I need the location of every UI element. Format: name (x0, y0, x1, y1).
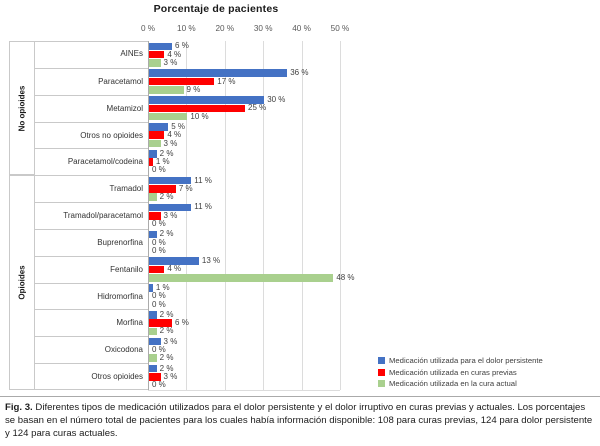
category-label: Morfina (35, 309, 148, 336)
legend-label: Medicación utilizada en curas previas (389, 367, 517, 377)
legend-label: Medicación utilizada para el dolor persistente (389, 356, 543, 366)
value-label: 0 % (152, 291, 166, 301)
category-label: Tramadol (35, 175, 148, 202)
group-label: No opioides (9, 41, 35, 175)
x-axis-line (148, 390, 340, 391)
x-tick: 20 % (215, 24, 235, 33)
bar-group (148, 283, 348, 310)
value-label: 3 % (163, 371, 178, 381)
value-label: 9 % (186, 84, 201, 94)
figure-caption (0, 396, 600, 441)
category-label: AINEs (120, 49, 143, 58)
bar-group (148, 122, 348, 149)
chart-title: Porcentaje de pacientes (153, 3, 279, 15)
bar-group (148, 148, 348, 175)
value-label: 17 % (217, 76, 236, 86)
category-axis (9, 41, 148, 390)
bar (149, 131, 164, 139)
value-label: 3 % (163, 336, 178, 346)
bar (149, 59, 161, 67)
value-label: 4 % (167, 49, 182, 59)
value-label: 3 % (163, 57, 178, 67)
value-label: 6 % (175, 318, 189, 328)
bar (149, 365, 157, 373)
value-label: 2 % (159, 229, 174, 239)
x-tick: 40 % (292, 24, 311, 33)
value-label: 1 % (155, 157, 170, 167)
x-tick: 50 % (330, 24, 350, 33)
value-label: 13 % (201, 256, 221, 266)
category-label: Paracetamol (35, 68, 148, 95)
category-label: Hidromorfina (35, 283, 148, 310)
value-label: 4 % (167, 130, 182, 140)
value-label: 2 % (159, 148, 174, 158)
bar (149, 193, 157, 201)
group-label: Opioides (9, 175, 35, 390)
bar (149, 96, 264, 104)
legend-item (378, 367, 543, 379)
bar (149, 354, 157, 362)
value-label: 0 % (152, 380, 166, 390)
value-label: 5 % (171, 121, 185, 131)
value-label: 0 % (152, 237, 166, 247)
bar-group (148, 68, 348, 95)
value-label: 10 % (190, 111, 209, 121)
bar-group (148, 309, 348, 336)
value-label: 0 % (152, 299, 166, 309)
bar (149, 123, 168, 131)
bar (149, 274, 333, 282)
bar-group (148, 202, 348, 229)
value-label: 0 % (152, 245, 166, 255)
bar-group (148, 95, 348, 122)
value-label: 0 % (152, 165, 166, 175)
x-tick: 30 % (253, 24, 273, 33)
bar-group (148, 229, 348, 256)
category-label: Otros opioides (35, 363, 148, 390)
bar (149, 113, 187, 121)
value-label: 6 % (175, 41, 189, 51)
category-label: Oxicodona (35, 336, 148, 363)
value-label: 2 % (159, 309, 174, 319)
legend-label: Medicación utilizada en la cura actual (389, 379, 517, 389)
value-label: 2 % (159, 363, 174, 373)
bar-group (148, 41, 348, 68)
bar-group (148, 175, 348, 202)
bar-group (148, 256, 355, 283)
legend-item (378, 378, 543, 390)
category-label: Paracetamol/codeina (35, 148, 148, 175)
value-label: 2 % (159, 192, 174, 202)
value-label: 7 % (178, 183, 193, 193)
value-label: 11 % (194, 175, 212, 185)
bar (149, 231, 157, 239)
category-label: Tramadol/paracetamol (35, 202, 148, 229)
legend-swatch-persistente (378, 357, 385, 364)
category-label: Metamizol (35, 95, 148, 122)
bar (149, 51, 164, 59)
category-label: Otros no opioides (35, 122, 148, 149)
bar (149, 69, 287, 77)
value-label: 30 % (267, 95, 286, 105)
category-label: Buprenorfina (35, 229, 148, 256)
bar (149, 266, 164, 274)
bar-group (148, 336, 348, 363)
bar (149, 311, 157, 319)
legend-swatch-cura-actual (378, 380, 385, 387)
caption-text: Diferentes tipos de medicación utilizados para el dolor persistente y el dolor irruptivo en curas previas y actuales. Los porcentajes se basan en el número total de pacientes para los cuales había información disponible: 108 para curas previas, 124 para dolor persistente y 124 para curas actuales. (5, 402, 593, 440)
category-label: Fentanilo (35, 256, 148, 283)
legend-swatch-curas-previas (378, 369, 385, 376)
bar (149, 78, 214, 86)
value-label: 48 % (336, 272, 355, 282)
value-label: 0 % (152, 344, 166, 354)
x-tick: 0 % (140, 24, 156, 33)
plot-area (148, 41, 355, 390)
value-label: 3 % (163, 210, 178, 220)
bar (149, 328, 157, 336)
value-label: 2 % (159, 353, 174, 363)
bar-group (148, 363, 348, 390)
bar (149, 140, 161, 148)
caption-label: Fig. 3. (5, 402, 33, 413)
bar (149, 86, 184, 94)
legend (378, 355, 543, 390)
value-label: 3 % (163, 138, 178, 148)
legend-item (378, 355, 543, 367)
value-label: 11 % (194, 202, 212, 212)
value-label: 1 % (155, 283, 170, 292)
value-label: 2 % (159, 326, 174, 336)
value-label: 0 % (152, 219, 166, 229)
value-label: 4 % (167, 264, 182, 274)
value-label: 36 % (290, 68, 309, 78)
x-tick: 10 % (177, 24, 196, 33)
value-label: 25 % (248, 103, 267, 113)
